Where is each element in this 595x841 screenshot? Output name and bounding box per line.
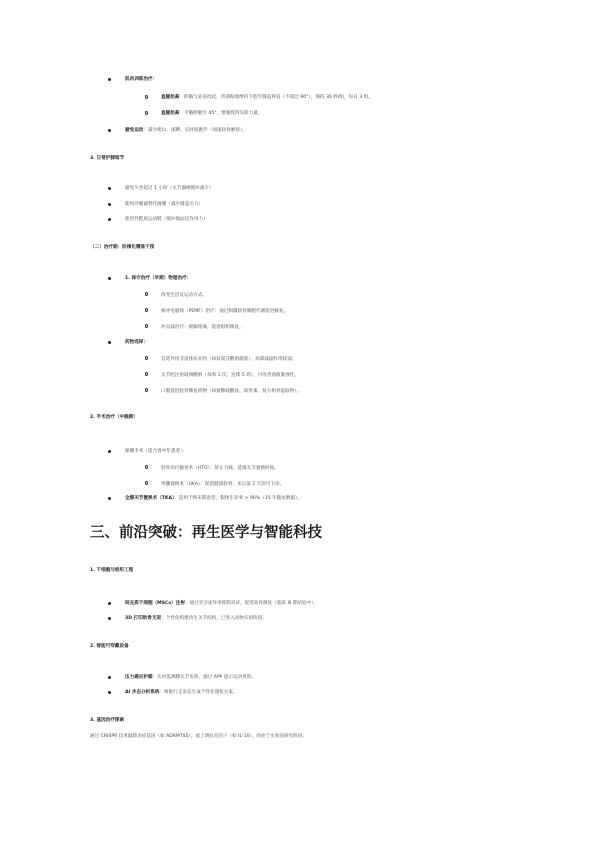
circle-bullet-icon [145, 95, 148, 99]
circle-bullet-icon [145, 388, 148, 392]
list-item: 3D 打印软骨支架：个性化构建仿生关节结构，已进入动物实验阶段。 [125, 615, 267, 621]
list-item: 避免运动：减少爬山、深蹲、长时间跑步（加速软骨磨损）。 [125, 127, 247, 133]
circle-bullet-icon [145, 372, 148, 376]
bullet-icon [108, 497, 111, 500]
list-item: 避免久坐超过 1 小时（关节僵硬循环减少） [125, 185, 214, 191]
bullet-icon [108, 218, 111, 221]
list-item: 改变生活及运动方式。 [161, 292, 207, 298]
list-item: 药物选择： [125, 339, 148, 345]
list-item: 保膝手术（适合青中年患者）： [125, 448, 188, 454]
list-item: 单髁置换术（UKA）：保留健康软骨，术后第 2 天即可下床。 [161, 481, 285, 487]
bullet-icon [108, 187, 111, 190]
list-item: 肌肉训练治疗： [125, 76, 158, 82]
bullet-icon [108, 450, 111, 453]
list-item: 间充质干细胞（MSCs）注射：通过旁分泌作用抑制炎症，促进软骨修复（临床 III 期试验中）。 [125, 600, 319, 606]
bullet-icon [108, 78, 111, 81]
circle-bullet-icon [145, 292, 148, 296]
chapter-heading: 三、前沿突破：再生医学与智能科技 [90, 525, 322, 541]
circle-bullet-icon [145, 324, 148, 328]
bullet-icon [108, 277, 111, 280]
section-heading: 1. 干细胞与组织工程 [90, 567, 134, 573]
bullet-icon [108, 341, 111, 344]
circle-bullet-icon [145, 481, 148, 485]
list-item: 直腿抬高：仰躺与站姿抬起，背部贴地维持下肢至膝盖伸直（不超过 90°），保持 30 秒/组，每日 3 组。 [161, 95, 373, 100]
list-item: 使用性鞋底运动鞋（缓冲地面反作用力） [125, 216, 208, 222]
bullet-icon [108, 676, 111, 679]
section-heading: 3. 日常护膝细节 [90, 155, 125, 161]
list-item: 全膝关节置换术（TKA）：适用于终末期患者，假体生存率 > 90%（15 年随访数据）。 [125, 495, 302, 501]
list-item: 关节腔注射玻璃酸钠（每周 1 次，连续 5 周），可改善滑液黏弹性。 [161, 372, 300, 378]
bullet-icon [108, 203, 111, 206]
circle-bullet-icon [145, 111, 148, 115]
section-heading: （二）治疗期：阶梯化精准干预 [90, 244, 155, 250]
list-item: 使用冷暖器替代薄膝（减少膝盖压力） [125, 201, 204, 207]
bullet-icon [108, 129, 111, 132]
list-item: AI 步态分析系统：根据行走姿态生成个性化康复方案。 [125, 689, 238, 695]
list-item: 直腿抬高：平躺伸腿至 45°，增强股四头肌力量。 [161, 111, 263, 116]
paragraph: 通过 CRISPR 技术敲除炎症基因（如 ADAMTS5），或上调抗炎因子（如 IL-10），尚处于实验室研究阶段。 [90, 733, 307, 739]
list-item: 脉冲电磁场（PEMF）治疗：通过刺激软骨细胞代谢促进修复。 [161, 308, 289, 314]
section-heading: 3. 基因治疗探索 [90, 717, 125, 723]
bullet-icon [108, 602, 111, 605]
section-heading: 2. 智能可穿戴设备 [90, 643, 129, 649]
bullet-icon [108, 617, 111, 620]
list-item: 1. 保守治疗（早期）物理治疗： [125, 275, 192, 281]
list-item: 冲击波治疗：缓解疼痛，促进组织修复。 [161, 324, 244, 330]
section-heading: 2. 手术治疗（中晚期） [90, 414, 138, 420]
list-item: 压力感应护膝：实时监测膝关节负荷，通过 APP 提示运动风险。 [125, 674, 257, 680]
bullet-icon [108, 691, 111, 694]
list-item: 胫骨高位截骨术（HTO）：矫正力线，延缓关节置换时间。 [161, 465, 279, 471]
list-item: 口服促进软骨修复药物（如氨糖硫酸盐、软骨素、复方枸骨提取物）。 [161, 388, 302, 394]
list-item: 首选外用非甾体抗炎药（如双氯芬酸钠凝胶），局部减副作用较弱。 [161, 356, 297, 362]
circle-bullet-icon [145, 356, 148, 360]
circle-bullet-icon [145, 465, 148, 469]
circle-bullet-icon [145, 308, 148, 312]
